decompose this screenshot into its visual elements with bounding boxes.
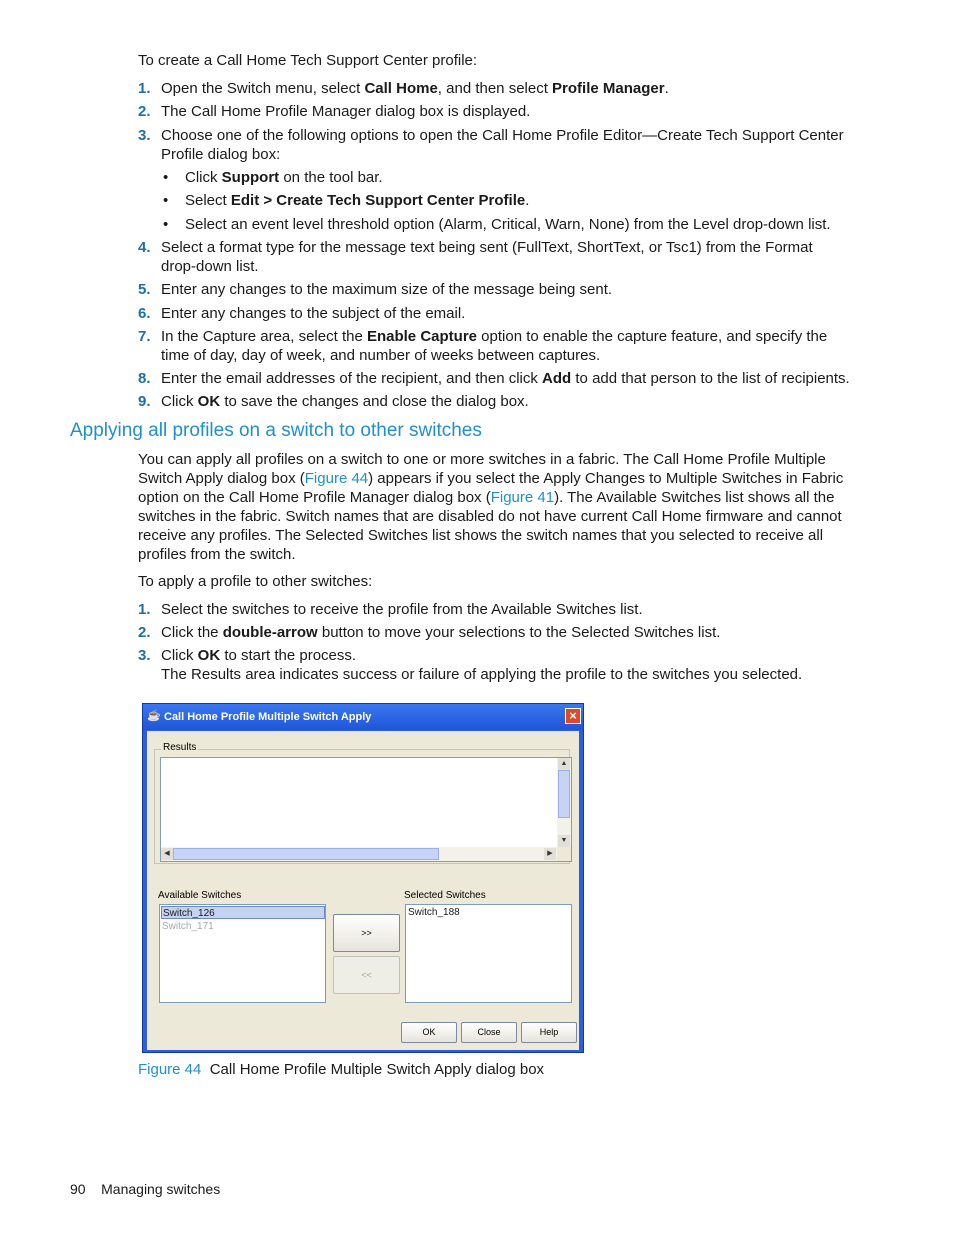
text-run: option to enable the capture feature, and specify the time of day, day of week, and number of weeks between captures. <box>161 328 828 364</box>
intro-text: To create a Call Home Tech Support Center profile: <box>138 52 478 69</box>
step-text <box>161 600 851 619</box>
bold-term: Add <box>542 370 572 387</box>
dialog-title: Call Home Profile Multiple Switch Apply <box>164 711 372 723</box>
step-text <box>161 623 851 642</box>
step-text <box>161 646 851 665</box>
scroll-up-icon[interactable]: ▲ <box>558 758 570 770</box>
text-run: Enter any changes to the subject of the email. <box>161 305 466 322</box>
available-switches-list[interactable] <box>159 904 326 1003</box>
page-footer <box>70 1180 220 1198</box>
available-switches-label: Available Switches <box>158 890 242 901</box>
scroll-left-icon[interactable]: ◀ <box>161 848 173 860</box>
text-run: to save the changes and close the dialog box. <box>220 393 529 410</box>
text-run: to start the process. <box>220 647 357 664</box>
text-run: to add that person to the list of recipients. <box>571 370 850 387</box>
add-switches-button[interactable]: >> <box>333 914 400 952</box>
footer-section: Managing switches <box>101 1181 221 1197</box>
text-run: on the tool bar. <box>279 169 383 186</box>
scroll-right-icon[interactable]: ▶ <box>544 848 556 860</box>
results-area[interactable] <box>160 757 572 862</box>
figure-caption <box>138 1060 544 1079</box>
results-label: Results <box>163 742 197 753</box>
vertical-scroll-thumb[interactable] <box>558 770 570 818</box>
text-run: Click <box>161 647 198 664</box>
available-switch-item-2: Switch_171 <box>162 921 214 932</box>
bold-term: Edit > Create Tech Support Center Profile <box>230 192 526 209</box>
step-text <box>161 304 851 323</box>
step-text <box>161 238 851 276</box>
text-run: , and then select <box>437 80 553 97</box>
text-run: Choose one of the following options to open the Call Home Profile Editor—Create Tech Support Center Profile dialog box: <box>161 127 844 163</box>
step-number: 1. <box>138 601 151 618</box>
figure-caption-text: Call Home Profile Multiple Switch Apply dialog box <box>209 1061 545 1078</box>
multiple-switch-apply-dialog <box>142 703 584 1053</box>
bullet-dot: • <box>163 216 169 233</box>
text-run: Click the <box>161 624 223 641</box>
text-run: Select a format type for the message text being sent (FullText, ShortText, or Tsc1) from the Format drop-down list. <box>161 239 813 275</box>
step-3-note: The Results area indicates success or failure of applying the profile to the switches you selected. <box>161 666 803 683</box>
bold-term: Enable Capture <box>366 328 477 345</box>
figure-41-link[interactable]: Figure 41 <box>490 489 555 506</box>
bullet-text <box>185 215 831 234</box>
java-cup-icon: ☕ <box>147 710 161 722</box>
step-number: 4. <box>138 239 151 256</box>
text-run: Select the switches to receive the profile from the Available Switches list. <box>161 601 643 618</box>
section-heading: Applying all profiles on a switch to other switches <box>70 420 482 441</box>
section-paragraph: You can apply all profiles on a switch to one or more switches in a fabric. The Call Home Profile Multiple Switch Apply dialog box (Figure 44) appears if you select the Apply Changes to Multiple Switches in Fabric option on the Call Home Profile Manager dialog box (Figure 41). The Available Switches list shows all the switches in the fabric. Switch names that are disabled do not have current Call Home firmware and cannot receive any profiles. The Selected Switches list shows the switch names that you selected to receive all profiles from the switch. <box>138 451 844 563</box>
step-number: 8. <box>138 370 151 387</box>
bold-term: OK <box>197 647 221 664</box>
step-number: 6. <box>138 305 151 322</box>
bold-term: OK <box>197 393 221 410</box>
text-run: Enter any changes to the maximum size of the message being sent. <box>161 281 613 298</box>
step-number: 3. <box>138 647 151 664</box>
step-text <box>161 102 851 121</box>
step-text <box>161 126 851 164</box>
step-text <box>161 327 851 365</box>
close-button[interactable]: Close <box>461 1022 517 1043</box>
scroll-down-icon[interactable]: ▼ <box>558 835 570 847</box>
bullet-text <box>185 168 383 187</box>
ok-button[interactable]: OK <box>401 1022 457 1043</box>
figure-44-link[interactable]: Figure 44 <box>304 470 369 487</box>
bullet-dot: • <box>163 169 169 186</box>
step-number: 2. <box>138 103 151 120</box>
step-text <box>161 369 851 388</box>
bold-term: Profile Manager <box>552 80 665 97</box>
remove-switches-button: << <box>333 956 400 994</box>
bold-term: Call Home <box>364 80 438 97</box>
step-number: 2. <box>138 624 151 641</box>
bold-term: double-arrow <box>222 624 318 641</box>
step-text <box>161 392 851 411</box>
text-run: The Call Home Profile Manager dialog box is displayed. <box>161 103 531 120</box>
step-text <box>161 280 851 299</box>
text-run: Click <box>161 393 198 410</box>
text-run: Click <box>185 169 222 186</box>
text-run: . <box>664 80 669 97</box>
page-number: 90 <box>70 1181 86 1197</box>
help-button[interactable]: Help <box>521 1022 577 1043</box>
scrollbar-corner <box>557 847 571 861</box>
step-number: 3. <box>138 127 151 144</box>
selected-switches-list[interactable] <box>405 904 572 1003</box>
horizontal-scroll-thumb[interactable] <box>173 848 439 860</box>
text-run: In the Capture area, select the <box>161 328 367 345</box>
step-text <box>161 79 851 98</box>
bullet-text <box>185 191 529 210</box>
text-run: button to move your selections to the Selected Switches list. <box>317 624 721 641</box>
dialog-client-area <box>147 731 579 1050</box>
bullet-dot: • <box>163 192 169 209</box>
text-run: Open the Switch menu, select <box>161 80 365 97</box>
bold-term: Support <box>221 169 280 186</box>
step-number: 5. <box>138 281 151 298</box>
text-run: Select <box>185 192 231 209</box>
results-vertical-scrollbar[interactable] <box>557 758 571 847</box>
selected-switch-item-1[interactable]: Switch_188 <box>408 907 460 918</box>
step-number: 1. <box>138 80 151 97</box>
step-number: 7. <box>138 328 151 345</box>
apply-intro-text: To apply a profile to other switches: <box>138 573 373 590</box>
step-number: 9. <box>138 393 151 410</box>
dialog-close-button[interactable]: × <box>565 708 581 724</box>
text-run: Select an event level threshold option (Alarm, Critical, Warn, None) from the Level drop-down list. <box>185 216 831 233</box>
available-switch-item-1[interactable]: Switch_126 <box>161 906 325 919</box>
selected-switches-label: Selected Switches <box>404 890 486 901</box>
dialog-titlebar <box>143 704 583 730</box>
text-run: . <box>525 192 530 209</box>
results-horizontal-scrollbar[interactable] <box>161 847 557 861</box>
figure-label: Figure 44 <box>138 1061 202 1078</box>
text-run: Enter the email addresses of the recipient, and then click <box>161 370 543 387</box>
